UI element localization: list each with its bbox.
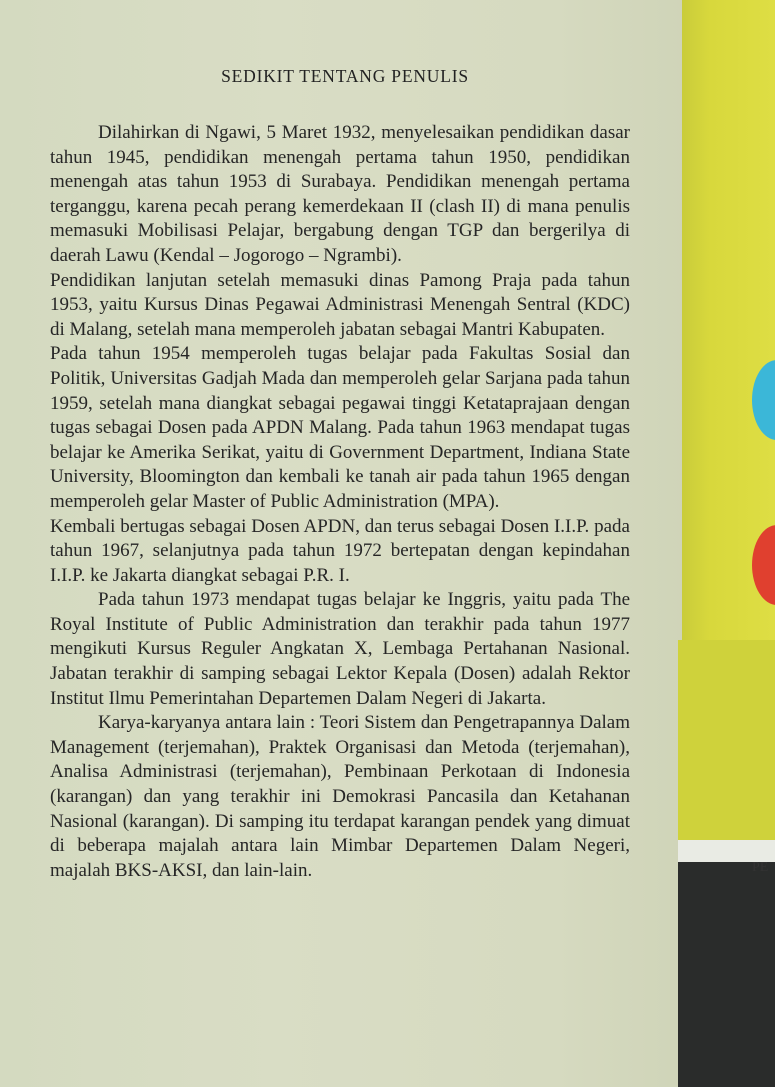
bio-paragraph-birth-education: Dilahirkan di Ngawi, 5 Maret 1932, menyelesaikan pendidikan dasar tahun 1945, pendidikan menengah pertama tahun 1950, pendidikan menengah atas tahun 1953 di Surabaya. Pendidikan menengah pertama terganggu, karena pecah perang kemerdekaan II (clash II) di mana penulis memasuki Mobilisasi Pelajar, bergabung dengan TGP dan bergerilya di daerah Lawu (Kendal – Jogorogo – Ngrambi).: [50, 122, 630, 266]
spine-label: PE: [752, 860, 769, 875]
author-bio: [50, 121, 630, 883]
bio-paragraph-lecturer: Kembali bertugas sebagai Dosen APDN, dan terus sebagai Dosen I.I.P. pada tahun 1967, selanjutnya pada tahun 1972 bertepatan dengan kepindahan I.I.P. ke Jakarta diangkat sebagai P.R. I.: [50, 515, 630, 586]
bio-paragraph-further-education: Pendidikan lanjutan setelah memasuki dinas Pamong Praja pada tahun 1953, yaitu Kursus Dinas Pegawai Administrasi Menengah Sentral (KDC) di Malang, setelah mana memperoleh jabatan sebagai Mantri Kabupaten.: [50, 269, 630, 340]
bio-paragraph-career: Pada tahun 1973 mendapat tugas belajar ke Inggris, yaitu pada The Royal Institute of Public Administration dan terakhir pada tahun 1977 mengikuti Kursus Reguler Angkatan X, Lembaga Pertahanan Nasional. Jabatan terakhir di samping sebagai Lektor Kepala (Dosen) adalah Rektor Institut Ilmu Pemerintahan Departemen Dalam Negeri di Jakarta.: [50, 589, 630, 709]
bio-paragraph-university: Pada tahun 1954 memperoleh tugas belajar pada Fakultas Sosial dan Politik, Universitas Gadjah Mada dan memperoleh gelar Sarjana pada tahun 1959, setelah mana diangkat sebagai pegawai tinggi Ketataprajaan dengan tugas sebagai Dosen pada APDN Malang. Pada tahun 1963 mendapat tugas belajar ke Amerika Serikat, yaitu di Government Department, Indiana State University, Bloomington dan kembali ke tanah air pada tahun 1965 dengan memperoleh gelar Master of Public Administration (MPA).: [50, 343, 630, 512]
bio-paragraph-works: Karya-karyanya antara lain : Teori Sistem dan Pengetrapannya Dalam Management (terjemahan), Praktek Organisasi dan Metoda (terjemahan), Analisa Administrasi (terjemahan), Pembinaan Perkotaan di Indonesia (karangan) dan yang terakhir ini Demokrasi Pancasila dan Ketahanan Nasional (karangan). Di samping itu terdapat karangan pendek yang dimuat di beberapa majalah antara lain Mimbar Departemen Dalam Negeri, majalah BKS-AKSI, dan lain-lain.: [50, 712, 630, 881]
book-spine-dark: [678, 862, 775, 1087]
book-spine-green: [678, 640, 775, 850]
section-heading: SEDIKIT TENTANG PENULIS: [221, 66, 469, 86]
